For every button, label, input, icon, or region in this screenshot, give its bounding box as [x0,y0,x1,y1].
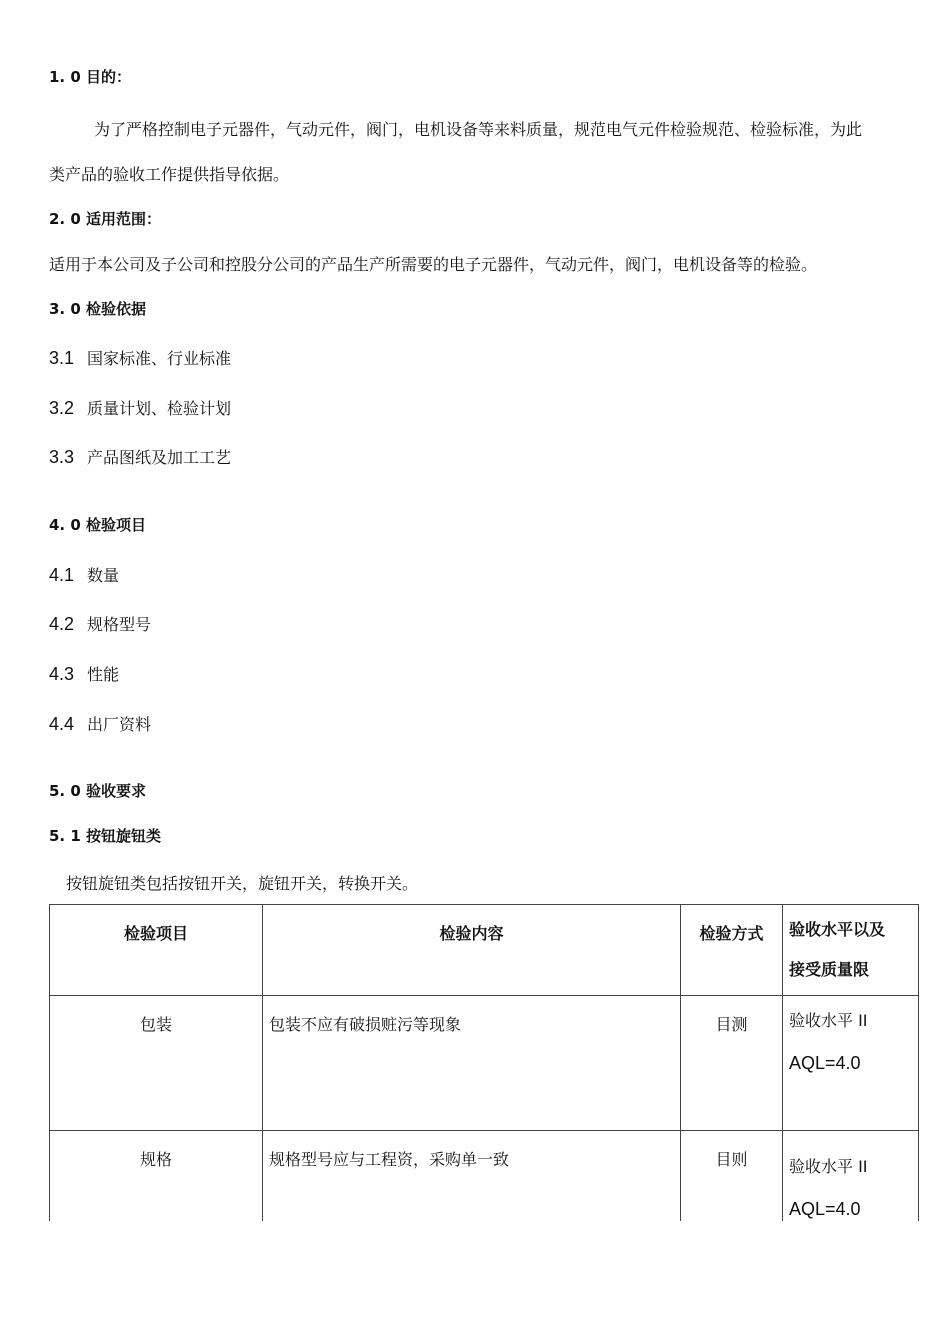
table-header-content [263,905,681,996]
inspection-table [49,904,919,1271]
section-3-heading: 3. 0 检验依据 [49,300,147,318]
table-header-method [681,905,783,996]
list-item-number: 4.1 [49,565,75,585]
list-item-number: 3.3 [49,447,75,467]
table-cell-item [50,996,263,1131]
header-text: 验收水平以及 [789,920,886,939]
list-item-number: 4.2 [49,614,75,634]
list-item-text: 出厂资料 [87,715,152,734]
section-5-1-paragraph: 按钮旋钮类包括按钮开关，旋钮开关，转换开关。 [66,874,419,893]
section-1-heading: 1. 0 目的： [49,68,132,86]
page-cutoff [0,1221,950,1344]
cell-text: 规格 [139,1150,172,1169]
header-text: 接受质量限 [789,960,870,979]
section-5-1-heading: 5. 1 按钮旋钮类 [49,827,162,845]
list-item [49,445,231,468]
list-item [49,712,151,735]
list-item-text: 质量计划、检验计划 [87,399,232,418]
cell-text: 包装不应有破损赃污等现象 [269,1015,462,1034]
list-item-number: 4.3 [49,664,75,684]
cell-text: 包装 [139,1015,172,1034]
header-text: 检验方式 [699,924,764,943]
section-2-heading: 2. 0 适用范围： [49,210,162,228]
list-item-number: 3.1 [49,348,75,368]
table-header-row [50,905,919,996]
table-header-level [783,905,919,996]
table-cell-content [263,996,681,1131]
cell-text: 验收水平 II [789,1157,868,1176]
cell-text: 目则 [715,1150,748,1169]
table-row [50,996,919,1131]
list-item [49,563,119,586]
header-text: 检验项目 [123,924,188,943]
section-2-paragraph: 适用于本公司及子公司和控股分公司的产品生产所需要的电子元器件，气动元件，阀门，电机设备等的检验。 [49,255,818,274]
section-1-paragraph-line-1: 为了严格控制电子元器件，气动元件，阀门，电机设备等来料质量，规范电气元件检验规范、检验标准，为此 [94,120,863,139]
header-text: 检验内容 [439,924,504,943]
table-header-item [50,905,263,996]
list-item [49,396,231,419]
cell-text: AQL=4.0 [789,1199,861,1219]
section-5-heading: 5. 0 验收要求 [49,782,147,800]
section-1-paragraph-line-2: 类产品的验收工作提供指导依据。 [49,165,290,184]
list-item-number: 4.4 [49,714,75,734]
list-item [49,346,231,369]
list-item-text: 数量 [87,566,120,585]
list-item-text: 规格型号 [87,615,152,634]
list-item-number: 3.2 [49,398,75,418]
cell-text: AQL=4.0 [789,1053,861,1073]
list-item [49,612,151,635]
section-4-heading: 4. 0 检验项目 [49,516,147,534]
list-item-text: 国家标准、行业标准 [87,349,232,368]
table-cell-level [783,996,919,1131]
list-item-text: 性能 [87,665,120,684]
table-cell-method [681,996,783,1131]
cell-text: 验收水平 II [789,1011,868,1030]
cell-text: 规格型号应与工程资，采购单一致 [269,1150,510,1169]
list-item-text: 产品图纸及加工工艺 [87,448,232,467]
list-item [49,662,119,685]
cell-text: 目测 [715,1015,748,1034]
